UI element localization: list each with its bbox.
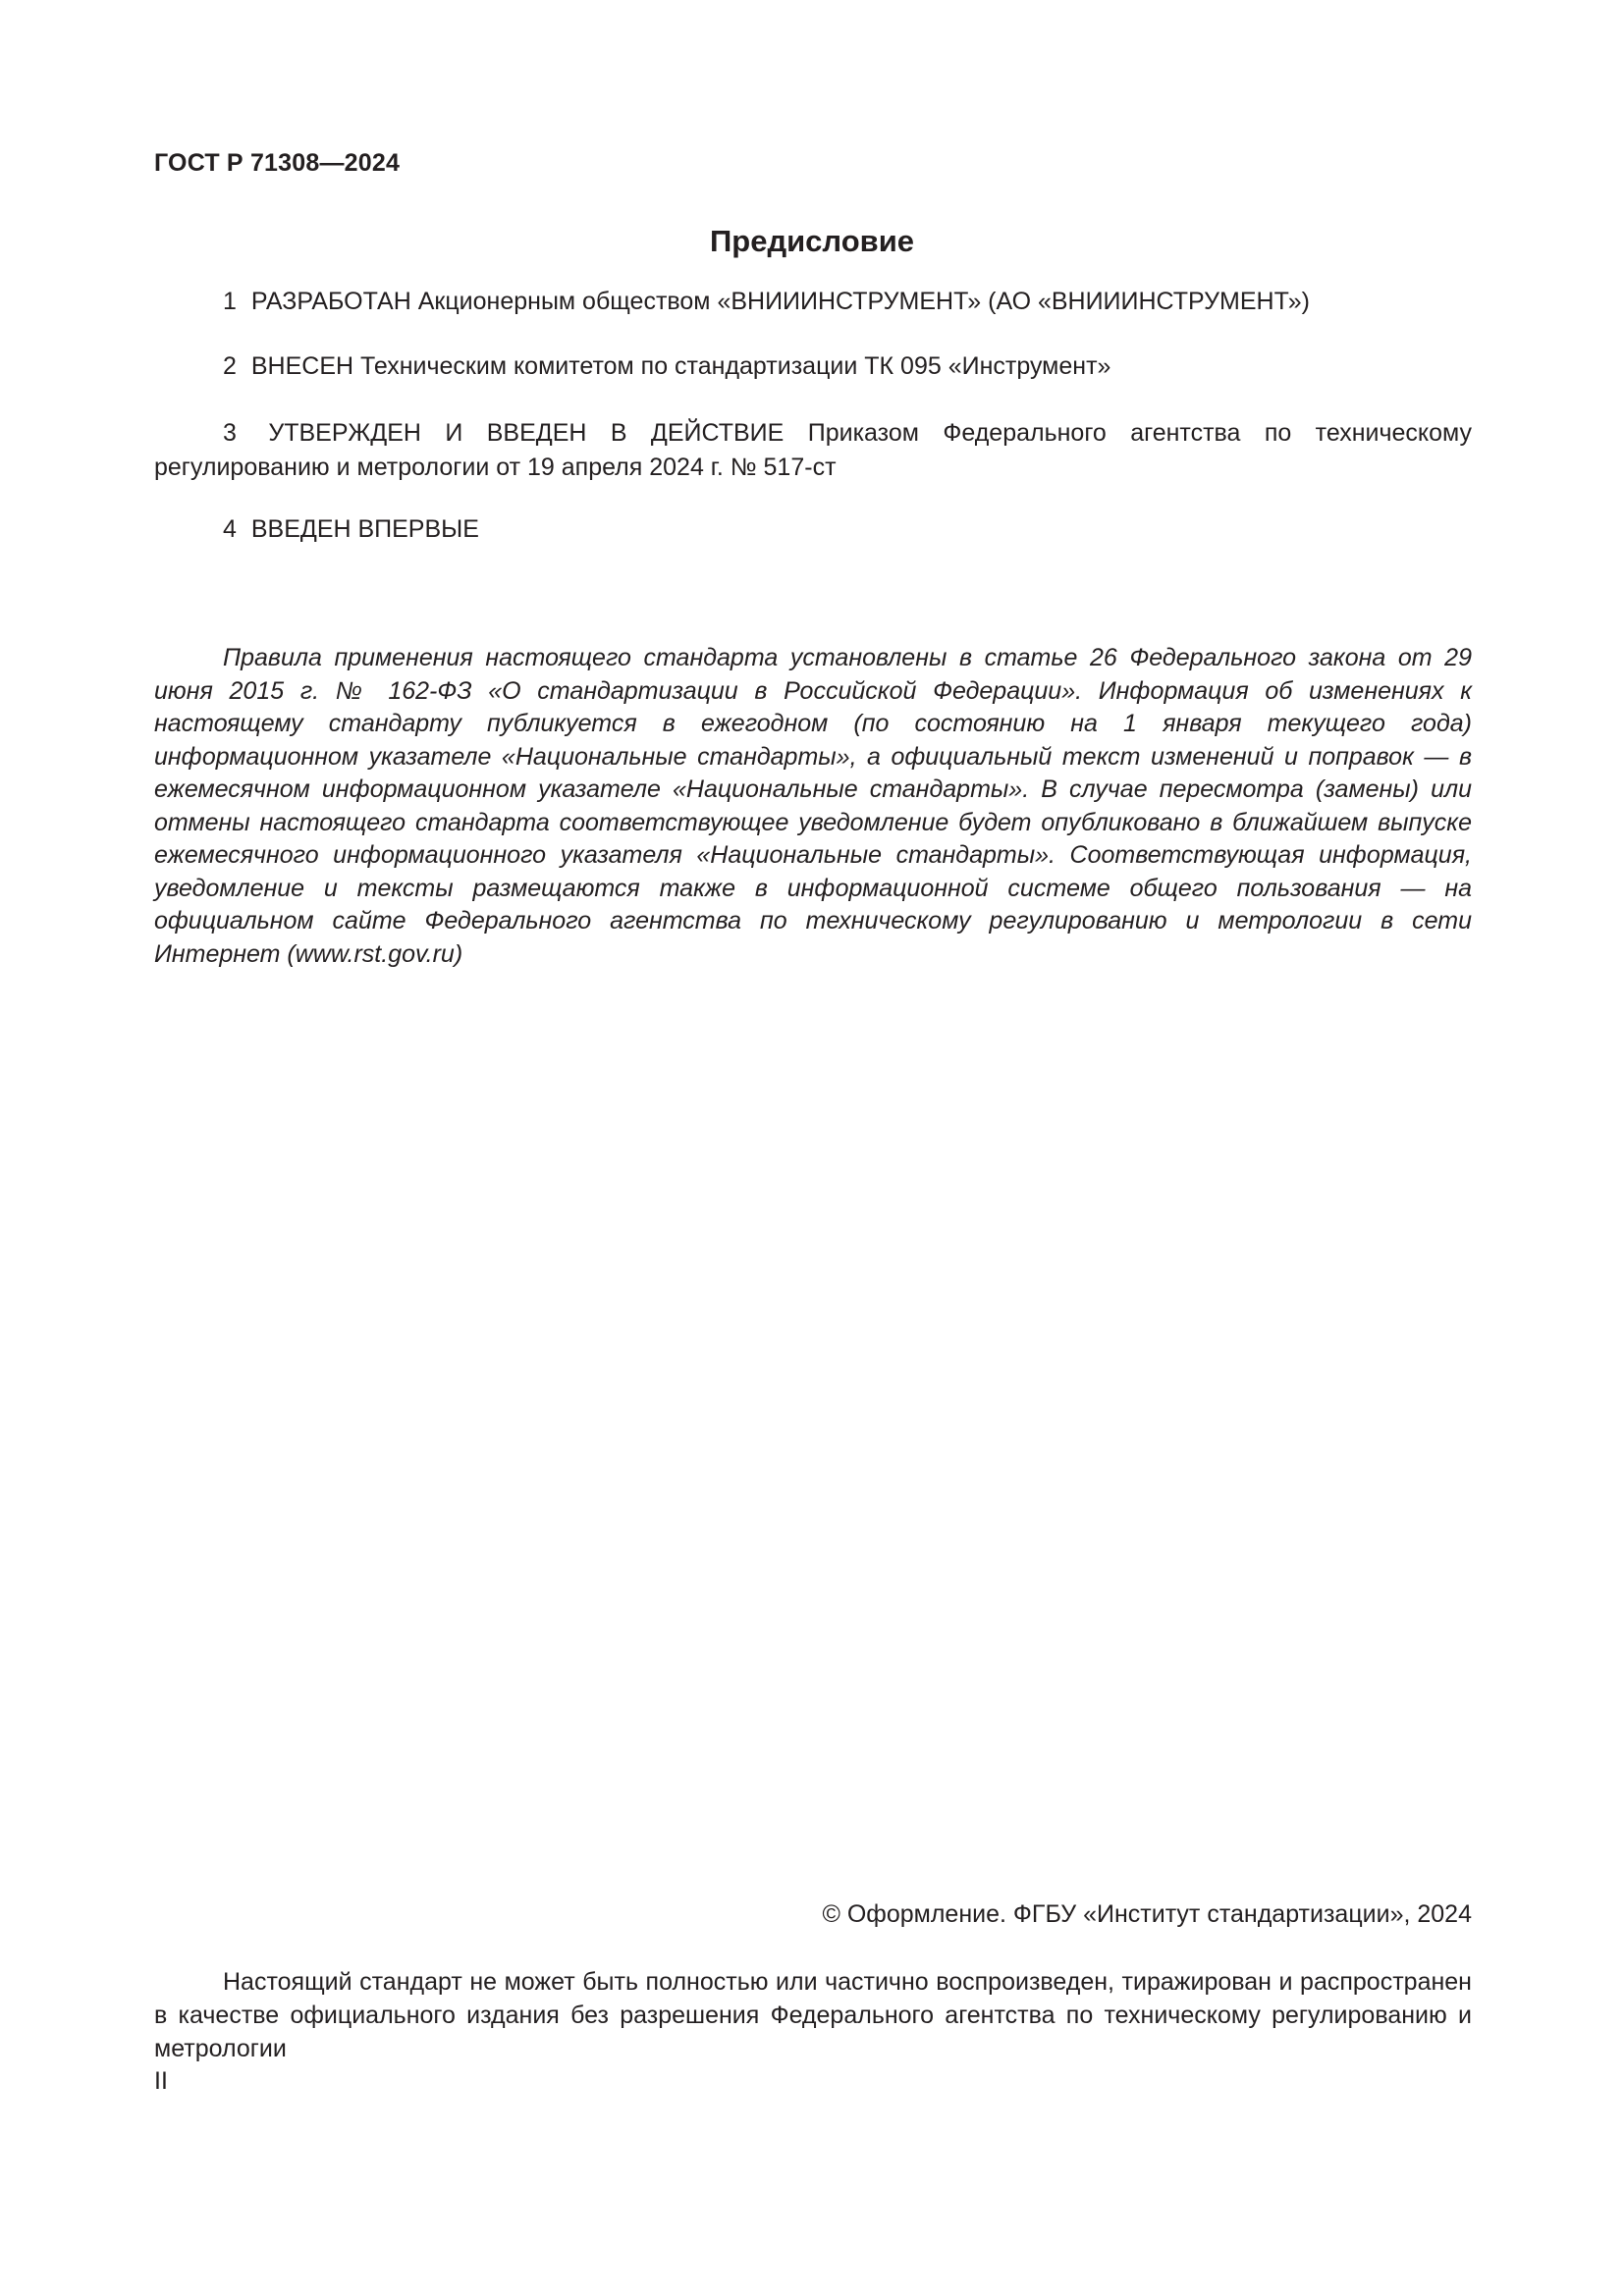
item-number: 4 [223, 515, 237, 543]
application-rules-note: Правила применения настоящего стандарта установлены в статье 26 Федерального закона от 29 июня 2015 г. № 162-ФЗ «О стандартизации в Российской Федерации». Информация об изменениях к настоящему стандарту публикуется в ежегодном (по состоянию на 1 января текущего года) информационном указателе «Национальные стандарты», а официальный текст изменений и поправок — в ежемесячном информационном указателе «Национальные стандарты». В случае пересмотра (замены) или отмены настоящего стандарта соответствующее уведомление будет опубликовано в ближайшем выпуске ежемесячного информационного указателя «Национальные стандарты». Соответствующая информация, уведомление и тексты размещаются также в информационной системе общего пользования — на официальном сайте Федерального агентства по техническому регулированию и метрологии в сети Интернет (www.rst.gov.ru) [154, 644, 1472, 968]
copyright-notice: © Оформление. ФГБУ «Институт стандартизации», 2024 [822, 1900, 1472, 1928]
preface-item-1 [154, 285, 1472, 319]
item-number: 2 [223, 352, 237, 380]
item-text: ВНЕСЕН Техническим комитетом по стандартизации ТК 095 «Инструмент» [250, 352, 1111, 380]
item-text: РАЗРАБОТАН Акционерным обществом «ВНИИИНСТРУМЕНТ» (АО «ВНИИИНСТРУМЕНТ») [250, 288, 1311, 315]
item-number: 1 [223, 288, 237, 315]
reproduction-rights-notice: Настоящий стандарт не может быть полностью или частично воспроизведен, тиражирован и распространен в качестве официального издания без разрешения Федерального агентства по техническому регулированию и метрологии [154, 1968, 1472, 2062]
document-id-header: ГОСТ Р 71308—2024 [154, 149, 401, 177]
page-number: II [154, 2067, 168, 2095]
page-title: Предисловие [709, 224, 914, 258]
item-text: ВВЕДЕН ВПЕРВЫЕ [250, 515, 479, 543]
preface-item-2 [154, 349, 1472, 384]
item-text: УТВЕРЖДЕН И ВВЕДЕН В ДЕЙСТВИЕ Приказом Федерального агентства по техническому регулированию и метрологии от 19 апреля 2024 г. № 517-ст [154, 419, 1472, 481]
item-number: 3 [223, 419, 237, 447]
preface-item-3 [154, 416, 1472, 485]
preface-item-4 [154, 512, 1472, 547]
